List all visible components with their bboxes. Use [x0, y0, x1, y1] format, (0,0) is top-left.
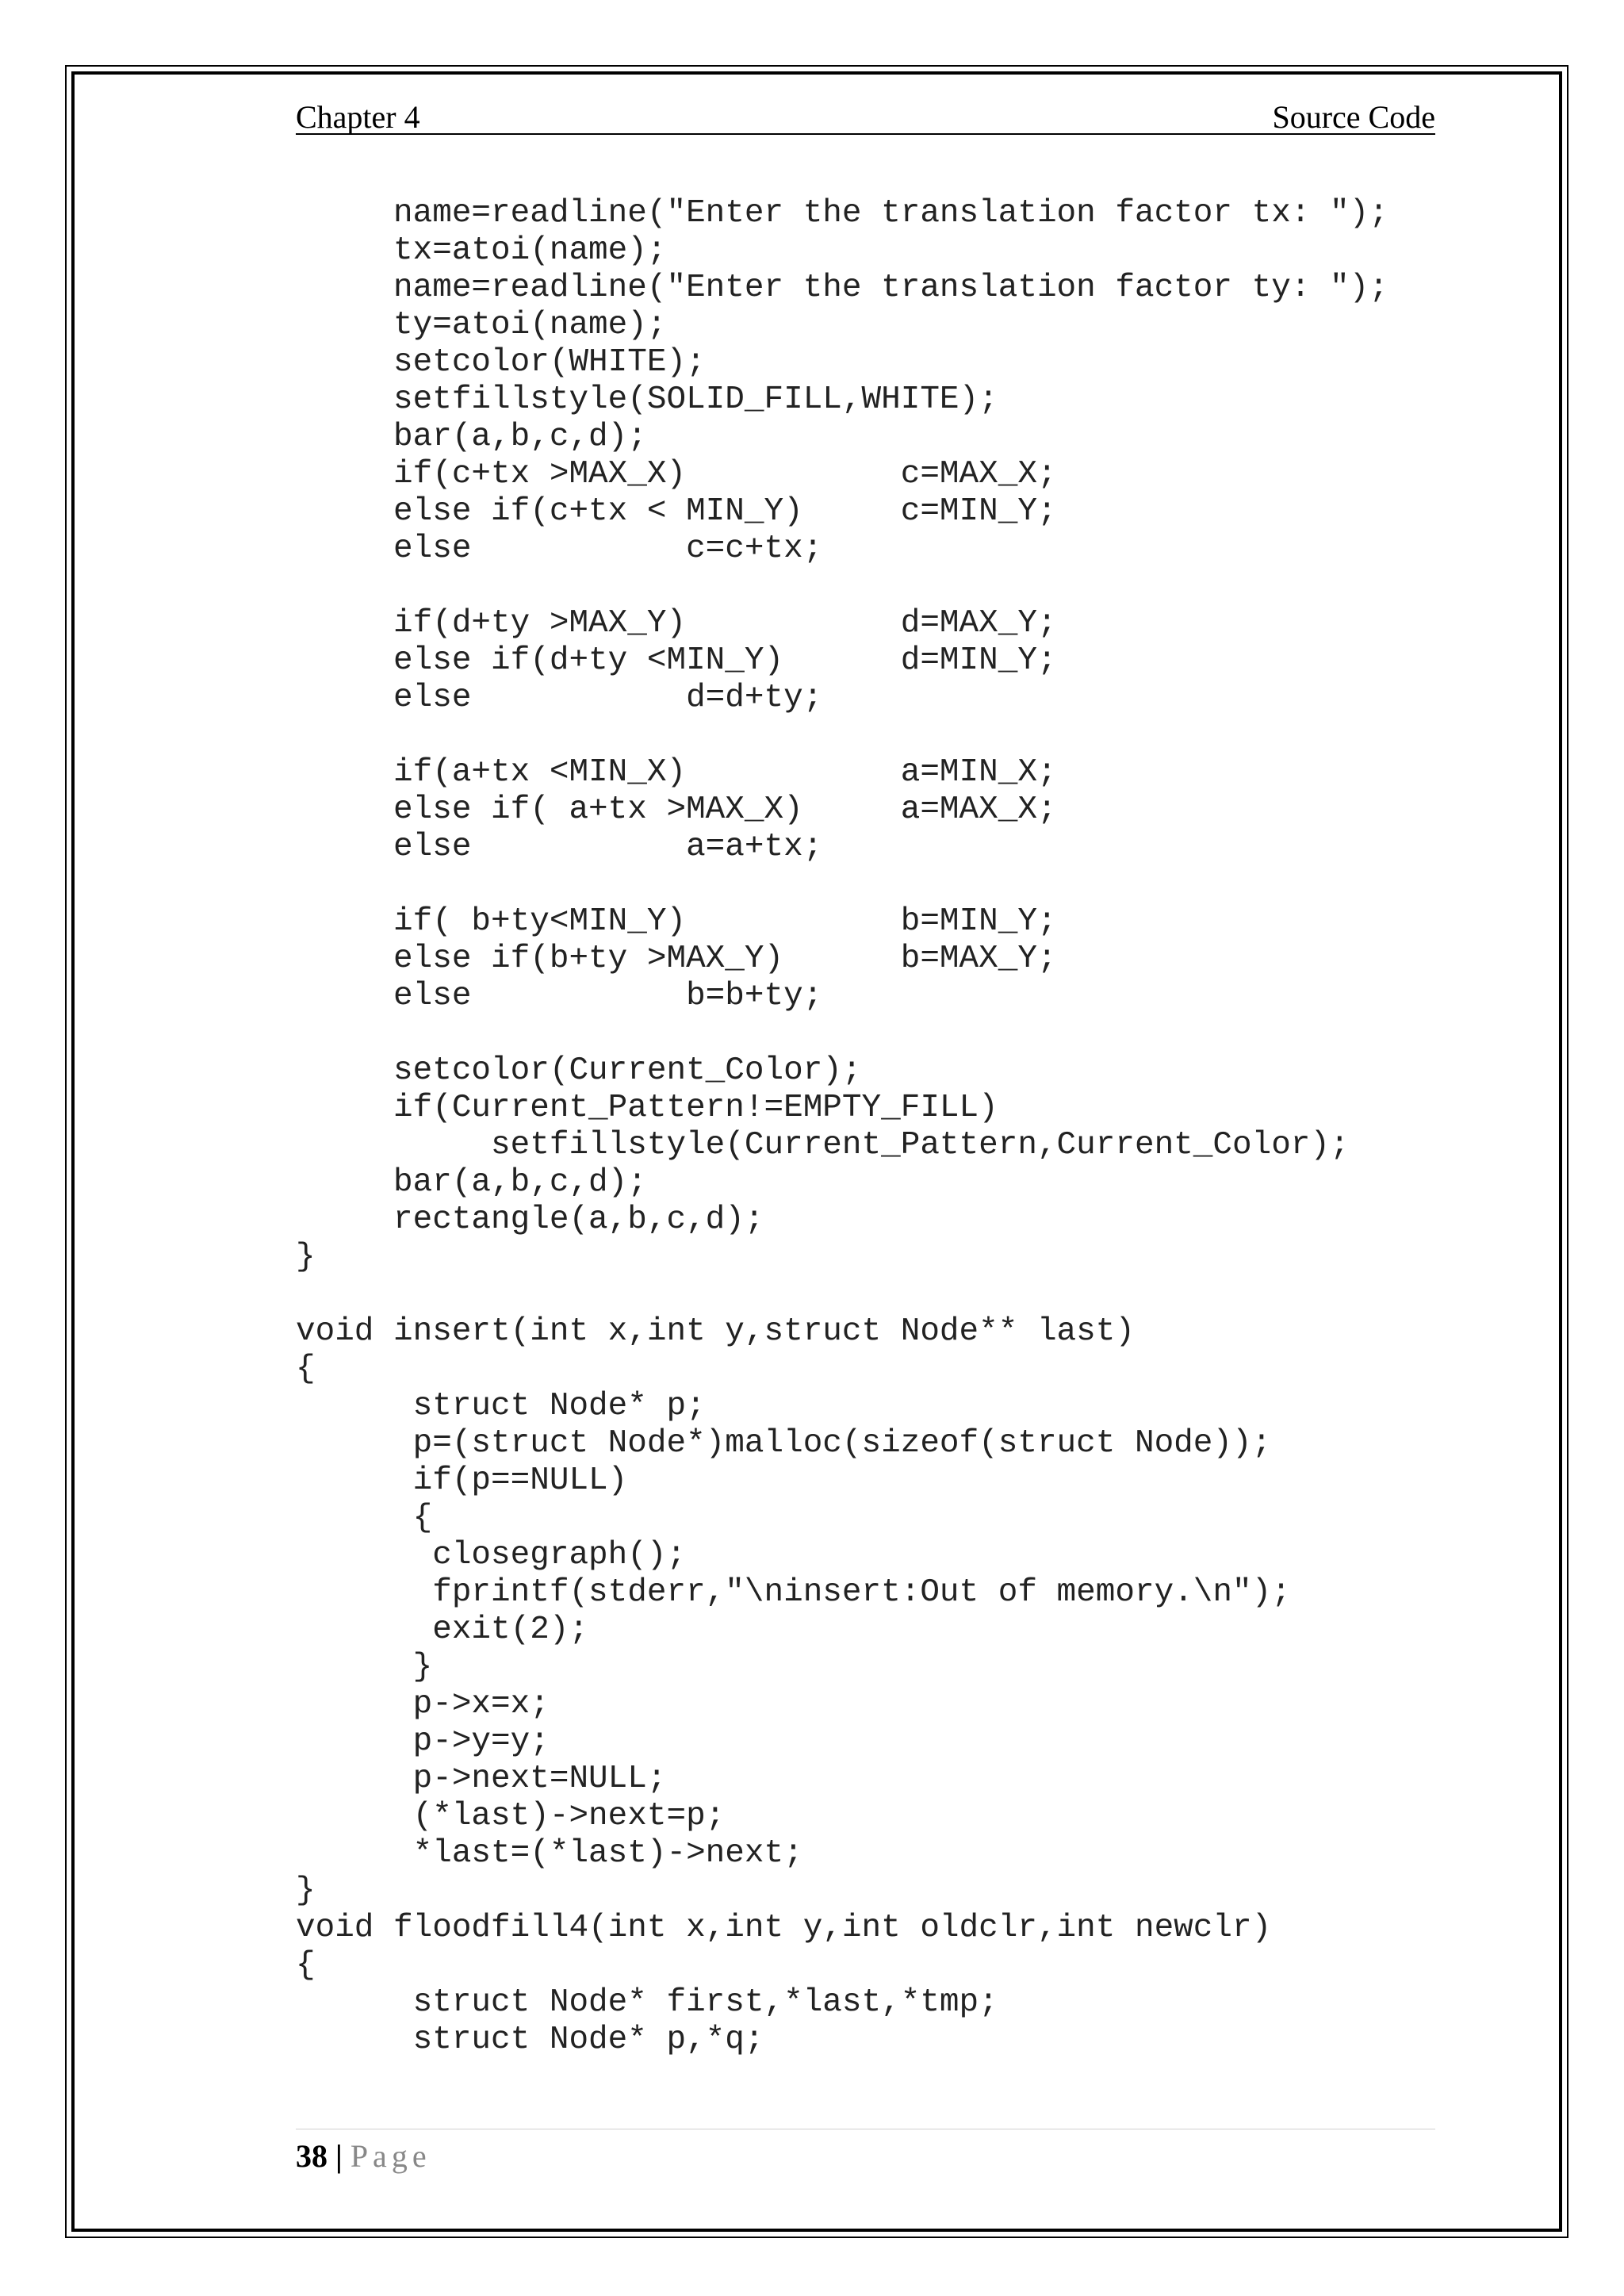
code-line: closegraph(); — [296, 1537, 687, 1573]
code-line: } — [296, 1872, 316, 1909]
code-line: rectangle(a,b,c,d); — [296, 1202, 764, 1238]
code-line: if(a+tx <MIN_X) a=MIN_X; — [296, 754, 1057, 791]
code-line — [296, 1276, 1388, 1313]
code-line: tx=atoi(name); — [296, 232, 667, 269]
page-header — [296, 95, 1435, 135]
code-line: else a=a+tx; — [296, 829, 823, 865]
code-line: setcolor(WHITE); — [296, 344, 706, 381]
page-footer — [296, 2137, 431, 2176]
code-line: if(Current_Pattern!=EMPTY_FILL) — [296, 1090, 998, 1126]
code-line: ty=atoi(name); — [296, 307, 667, 343]
code-line — [296, 1015, 1388, 1052]
code-line: struct Node* p; — [296, 1388, 706, 1424]
section-title: Source Code — [1272, 99, 1435, 135]
code-line: else if( a+tx >MAX_X) a=MAX_X; — [296, 792, 1057, 828]
code-line: bar(a,b,c,d); — [296, 1164, 647, 1201]
code-line: if( b+ty<MIN_Y) b=MIN_Y; — [296, 903, 1057, 940]
chapter-title: Chapter 4 — [296, 99, 420, 135]
code-line: setfillstyle(SOLID_FILL,WHITE); — [296, 381, 998, 418]
code-line: p=(struct Node*)malloc(sizeof(struct Node)); — [296, 1425, 1272, 1462]
code-line: if(c+tx >MAX_X) c=MAX_X; — [296, 456, 1057, 493]
code-line: struct Node* p,*q; — [296, 2022, 764, 2058]
code-line: else d=d+ty; — [296, 680, 823, 716]
code-line: else c=c+tx; — [296, 531, 823, 567]
page-label: Page — [350, 2138, 431, 2174]
code-line: setfillstyle(Current_Pattern,Current_Color); — [296, 1127, 1350, 1163]
code-line: exit(2); — [296, 1612, 589, 1648]
code-line — [296, 866, 1388, 903]
code-line: p->x=x; — [296, 1686, 550, 1723]
code-line: { — [296, 1351, 316, 1387]
code-line: { — [296, 1947, 316, 1984]
page-number: 38 — [296, 2138, 327, 2174]
code-line: p->next=NULL; — [296, 1761, 667, 1797]
code-line: if(p==NULL) — [296, 1462, 628, 1499]
code-line: else b=b+ty; — [296, 978, 823, 1014]
code-line — [296, 717, 1388, 754]
code-line: if(d+ty >MAX_Y) d=MAX_Y; — [296, 605, 1057, 642]
code-line: p->y=y; — [296, 1723, 550, 1760]
code-line: *last=(*last)->next; — [296, 1835, 803, 1872]
code-line: void floodfill4(int x,int y,int oldclr,int newclr) — [296, 1910, 1272, 1946]
code-line: fprintf(stderr,"\ninsert:Out of memory.\n"); — [296, 1574, 1291, 1611]
source-code-block — [296, 195, 1388, 2059]
footer-separator: | — [335, 2138, 343, 2174]
code-line: (*last)->next=p; — [296, 1798, 726, 1834]
code-line: name=readline("Enter the translation factor ty: "); — [296, 270, 1388, 306]
code-line: { — [296, 1500, 433, 1536]
code-line: setcolor(Current_Color); — [296, 1052, 862, 1089]
code-line: name=readline("Enter the translation factor tx: "); — [296, 195, 1388, 232]
code-line: else if(b+ty >MAX_Y) b=MAX_Y; — [296, 941, 1057, 977]
code-line: else if(d+ty <MIN_Y) d=MIN_Y; — [296, 642, 1057, 679]
code-line: struct Node* first,*last,*tmp; — [296, 1984, 998, 2021]
code-line: } — [296, 1239, 316, 1275]
code-line: bar(a,b,c,d); — [296, 419, 647, 455]
code-line: void insert(int x,int y,struct Node** last) — [296, 1313, 1135, 1350]
code-line: else if(c+tx < MIN_Y) c=MIN_Y; — [296, 493, 1057, 530]
code-line: } — [296, 1649, 433, 1685]
code-line — [296, 568, 1388, 605]
